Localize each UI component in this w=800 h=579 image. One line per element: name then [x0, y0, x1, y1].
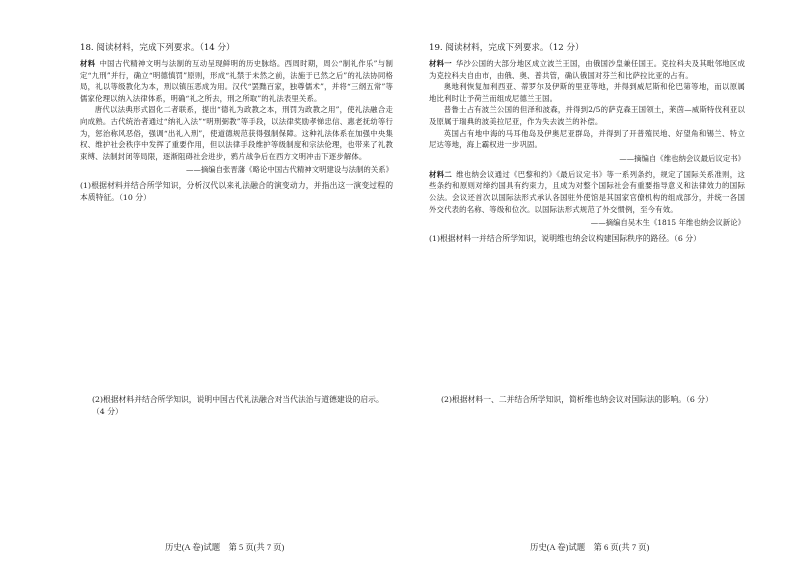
- page-footer: 历史(A 卷)试题 第 6 页(共 7 页): [530, 543, 650, 552]
- material-text: 中国古代精神文明与法制的互动呈现鲜明的历史脉络。西周时期，周公“制礼作乐”与制定“九刑”并行，确立“明德慎罚”原则，形成“礼禁于未然之前，法施于已然之后”的礼法协同格局，礼以等级教化为本，刑以镇压恶成为用。汉代“罢黜百家，独尊儒术”，并将“三纲五常”等儒家伦理以纳入法律体系，明确“礼之所去，刑之所取”的礼法表里关系。: [80, 59, 393, 103]
- material-source: ——摘编自吴木生《1815 年维也纳会议新论》: [590, 218, 745, 228]
- material-paragraph: 唐代以法典形式固化二者联系，提出“德礼为政教之本，刑罚为政教之用”，使礼法融合走向成熟。古代统治者通过“纳礼入法”“明刑弼教”等手段，以法律奖励孝悌忠信、惠老抚幼等行为，惩治称风恶俗，强调“出礼入刑”，使道德规范获得强制保障。这种礼法体系在加强中央集权、维护社会秩序中发挥了重要作用，但以法律手段维护等级制度和宗法伦理，也带来了礼教束缚、法制封闭等局限，逐渐阻碍社会进步，鸦片战争后在西方文明冲击下逐步解体。: [80, 105, 393, 161]
- material-paragraph: 奥地利恢复加利西亚、蒂罗尔及伊斯的里亚等地，并得到威尼斯和伦巴第等地，而以原属地比利时让予荷兰而组成尼德兰王国。: [429, 82, 745, 103]
- material-label: 材料一: [429, 59, 452, 68]
- page-footer: 历史(A 卷)试题 第 5 页(共 7 页): [165, 543, 285, 552]
- sub-question-2: (2)根据材料一、二并结合所学知识，简析维也纳会议对国际法的影响。（6 分）: [441, 394, 713, 404]
- sub-question-1: (1)根据材料一并结合所学知识，说明维也纳会议构建国际秩序的路径。（6 分）: [429, 234, 701, 244]
- material-paragraph: [429, 169, 745, 215]
- question-18-heading: 18. 阅读材料，完成下列要求。（14 分）: [80, 43, 235, 53]
- sub-question-2: (2)根据材料并结合所学知识，说明中国古代礼法融合对当代法治与道德建设的启示。（4 分）: [92, 394, 384, 416]
- material-text: 维也纳会议通过《巴黎和约》《最后议定书》等一系列条约，规定了国际关系准则，这些条约和原则对缔约国具有约束力，且成为对整个国际社会有重要指导意义和法律效力的国际公法。会议还首次以国际法形式承认各国驻外使馆是其国家官僚机构的组成部分，并统一各国外交代表的名称、等级和位次。以国际法形式规范了外交惯例，至今有效。: [429, 169, 745, 214]
- material-source: ——摘编自张晋藩《略论中国古代精神文明建设与法制的关系》: [186, 165, 393, 175]
- question-19: [429, 42, 745, 245]
- material-paragraph: [429, 58, 745, 81]
- sub-question-1: (1)根据材料并结合所学知识，分析汉代以来礼法融合的演变动力，并指出这一演变过程的本质特征。（10 分）: [80, 181, 393, 203]
- question-19-heading: 19. 阅读材料，完成下列要求。（12 分）: [429, 43, 584, 53]
- material-source: ——摘编自《维也纳会议最后议定书》: [619, 153, 745, 163]
- material-label: 材料二: [429, 169, 453, 179]
- material-text: 华沙公国的大部分地区成立波兰王国，由俄国沙皇兼任国王。克拉科夫及其毗邻地区成为克拉科夫自由市，由俄、奥、普共管，确认俄国对芬兰和比萨拉比亚的占有。: [429, 59, 745, 80]
- material-label: 材料: [80, 59, 96, 68]
- material-paragraph: 英国占有地中海的马耳他岛及伊奥尼亚群岛，并得到了开普殖民地、好望角和锡兰、特立尼达等地，海上霸权进一步巩固。: [429, 128, 745, 150]
- material-paragraph: 普鲁士占有波兰公国的但泽和波森，并得到2/5的萨克森王国领土，莱茵—威斯特伐利亚以及原属于瑞典的波美拉尼亚，作为失去波兰的补偿。: [429, 105, 745, 126]
